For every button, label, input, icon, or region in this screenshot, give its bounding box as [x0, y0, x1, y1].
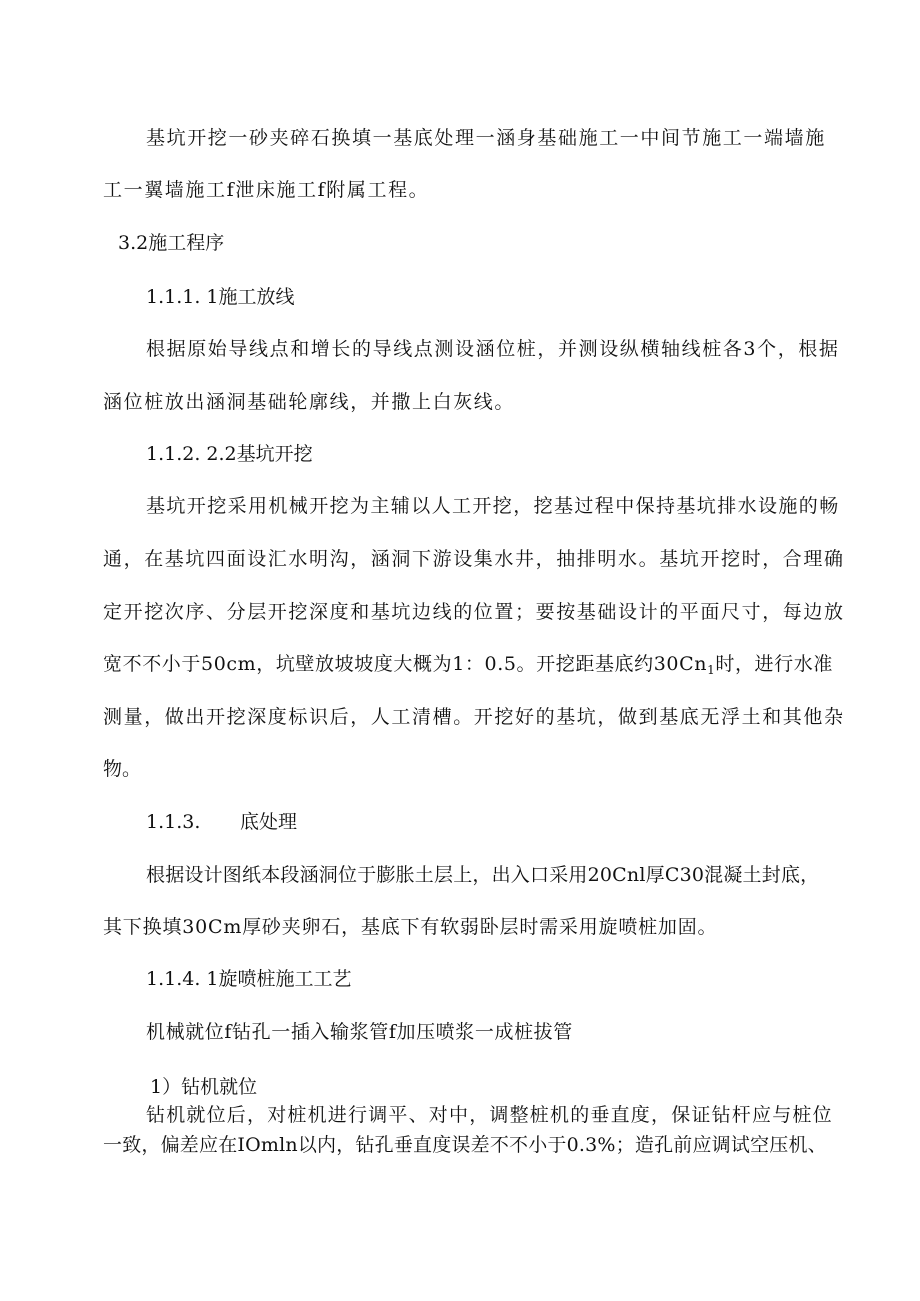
paragraph-excavation-line-2: 通，在基坑四面设汇水明沟，涵洞下游设集水井，抽排明水。基坑开挖时，合理确	[103, 548, 845, 570]
paragraph-excavation-line-1: 基坑开挖采用机械开挖为主辅以人工开挖，挖基过程中保持基坑排水设施的畅	[146, 495, 840, 517]
paragraph-survey-line-1: 根据原始导线点和增长的导线点测设涵位桩，并测设纵横轴线桩各3个，根据	[146, 338, 840, 360]
paragraph-base-line-2: 其下换填30Cm厚砂夹卵石，基底下有软弱卧层时需采用旋喷桩加固。	[103, 916, 718, 938]
paragraph-excavation-line-5: 测量，做出开挖深度标识后，人工清槽。开挖好的基坑，做到基底无浮土和其他杂	[103, 706, 845, 728]
paragraph-excavation-line-6: 物。	[103, 758, 142, 780]
paragraph-base-line-1: 根据设计图纸本段涵洞位于膨胀土层上，出入口采用20Cnl厚C30混凝土封底，	[146, 864, 820, 886]
excavation-line-4-text-b: 时，进行水准	[715, 653, 833, 675]
heading-1-1-4: 1.1.4. 1旋喷桩施工工艺	[146, 968, 352, 990]
excavation-line-4-subscript: 1	[707, 663, 716, 677]
paragraph-drill-line-2: 一致，偏差应在IOmln以内，钻孔垂直度误差不不小于0.3%；造孔前应调试空压机、	[103, 1134, 827, 1156]
paragraph-flow-line-2: 工一翼墙施工f泄床施工f附属工程。	[103, 179, 430, 201]
section-heading-3-2: 3.2施工程序	[118, 232, 225, 254]
heading-1-1-1: 1.1.1. 1施工放线	[146, 286, 295, 308]
paragraph-excavation-line-3: 定开挖次序、分层开挖深度和基坑边线的位置；要按基础设计的平面尺寸，每边放	[103, 601, 845, 623]
heading-1-1-2: 1.1.2. 2.2基坑开挖	[146, 443, 313, 465]
step-heading-drill-positioning: 1）钻机就位	[150, 1076, 258, 1098]
paragraph-survey-line-2: 涵位桩放出涵洞基础轮廓线，并撒上白灰线。	[103, 391, 516, 413]
heading-1-1-3-number: 1.1.3.	[146, 811, 201, 833]
paragraph-jet-grouting-flow: 机械就位f钻孔一插入输浆管f加压喷浆一成桩拔管	[146, 1021, 573, 1043]
heading-1-1-3-title: 底处理	[240, 811, 298, 833]
paragraph-excavation-line-4	[103, 652, 833, 682]
paragraph-flow-line-1: 基坑开挖一砂夹碎石换填一基底处理一涵身基础施工一中间节施工一端墙施	[146, 127, 826, 149]
paragraph-drill-line-1: 钻机就位后，对桩机进行调平、对中，调整桩机的垂直度，保证钻杆应与桩位	[146, 1104, 833, 1126]
excavation-line-4-text-a: 宽不不小于50cm，坑壁放坡坡度大概为1：0.5。开挖距基底约30Cn	[103, 653, 708, 675]
